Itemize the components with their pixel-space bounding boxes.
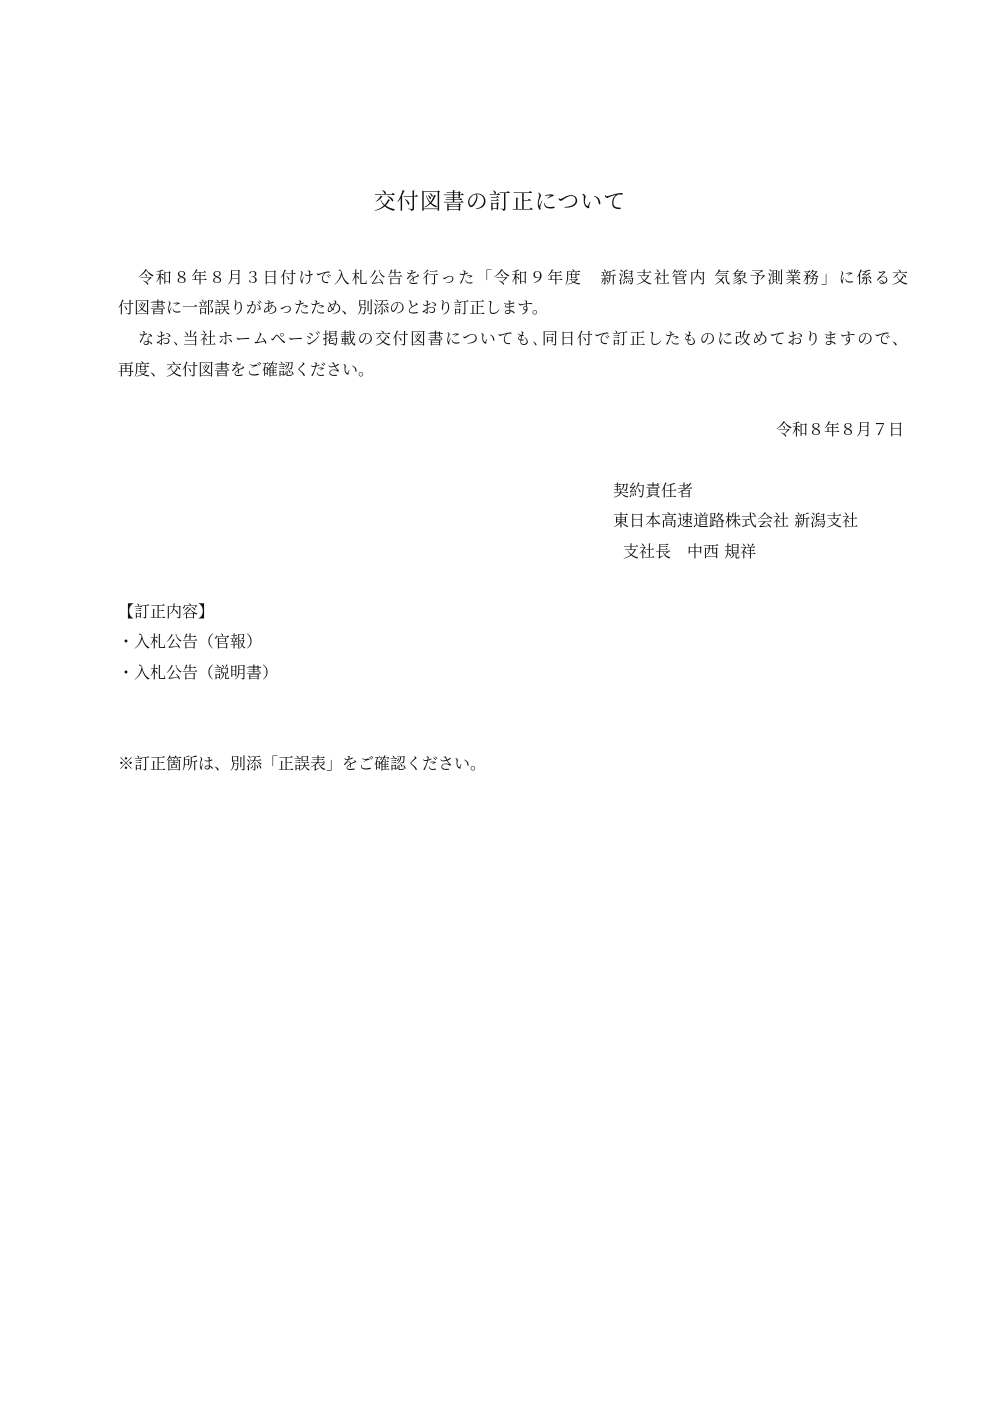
body-paragraph-2-line-1: なお､当社ホームページ掲載の交付図書についても､同日付で訂正したものに改めておりますので、	[138, 329, 908, 348]
corrections-heading: 【訂正内容】	[118, 602, 215, 621]
correction-note: ※訂正箇所は、別添「正誤表」をご確認ください。	[118, 754, 487, 773]
document-title: 交付図書の訂正について	[373, 190, 627, 215]
signature-name: 支社長 中西 規祥	[623, 542, 757, 561]
corrections-item: ・入札公告（官報）	[118, 632, 263, 651]
signature-organization: 東日本高速道路株式会社 新潟支社	[613, 511, 859, 530]
document-date: 令和８年８月７日	[775, 420, 904, 439]
signature-role: 契約責任者	[613, 481, 694, 500]
corrections-item: ・入札公告（説明書）	[118, 663, 279, 682]
body-paragraph-1-line-1: 令和８年８月３日付けで入札公告を行った「令和９年度 新潟支社管内 気象予測業務」に係る交	[138, 268, 908, 287]
body-paragraph-2-line-2: 再度、交付図書をご確認ください。	[118, 360, 375, 379]
body-paragraph-1-line-2: 付図書に一部誤りがあったため、別添のとおり訂正します。	[118, 298, 548, 317]
